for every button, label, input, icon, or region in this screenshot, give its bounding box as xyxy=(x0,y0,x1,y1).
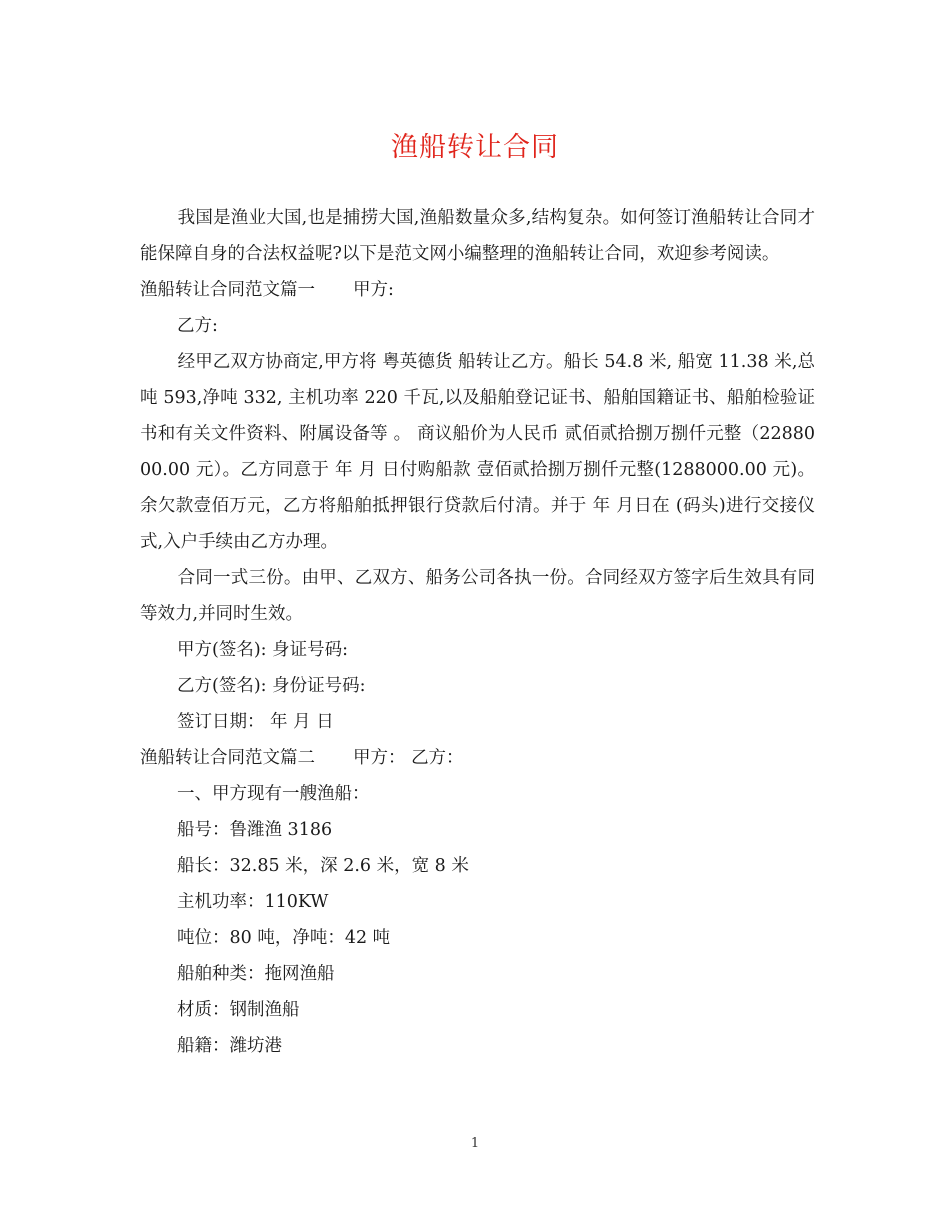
sample1-sign-date: 签订日期： 年 月 日 xyxy=(177,712,334,732)
sample1-clause1: 经甲乙双方协商定,甲方将 粤英德货 船转让乙方。船长 54.8 米, 船宽 11.38 米,总吨 593,净吨 332, 主机功率 220 千瓦,以及船舶登记证书、船舶国籍证书、船舶检验证书和有关文件资料、附属设备等 。 商议船价为人民币 贰佰贰拾捌万捌仟元整（2288000.00 元）。乙方同意于 年 月 日付购船款 壹佰贰拾捌万捌仟元整(1288000.00 元)。余欠款壹佰万元，乙方将船舶抵押银行贷款后付清。并于 年 月日在 (码头)进行交接仪式,入户手续由乙方办理。 xyxy=(140,352,815,552)
sample2-parties: 甲方： 乙方： xyxy=(353,748,464,768)
sample2-ship-dims: 船长：32.85 米，深 2.6 米，宽 8 米 xyxy=(177,856,469,876)
document-title: 渔船转让合同 xyxy=(391,132,559,163)
sample2-registry: 船籍：潍坊港 xyxy=(177,1036,282,1056)
sample1-party-b: 乙方: xyxy=(177,316,218,336)
sample2-ship-type: 船舶种类：拖网渔船 xyxy=(177,964,335,984)
sample2-ship-no: 船号：鲁潍渔 3186 xyxy=(177,820,333,840)
sample1-party-a: 甲方: xyxy=(353,280,394,300)
sample1-sign-b: 乙方(签名): 身份证号码: xyxy=(177,676,366,696)
sample2-material: 材质：钢制渔船 xyxy=(177,1000,300,1020)
sample1-heading: 渔船转让合同范文篇一 xyxy=(140,280,315,300)
sample2-engine: 主机功率：110KW xyxy=(177,892,329,912)
page-number: 1 xyxy=(470,1136,480,1151)
sample1-clause2: 合同一式三份。由甲、乙双方、船务公司各执一份。合同经双方签字后生效具有同等效力,并同时生效。 xyxy=(140,568,815,624)
sample1-heading-line xyxy=(140,272,815,308)
intro-paragraph: 我国是渔业大国,也是捕捞大国,渔船数量众多,结构复杂。如何签订渔船转让合同才能保障自身的合法权益呢?以下是范文网小编整理的渔船转让合同，欢迎参考阅读。 xyxy=(140,208,815,264)
sample2-heading: 渔船转让合同范文篇二 xyxy=(140,748,315,768)
sample2-heading-line xyxy=(140,740,815,776)
document-body xyxy=(140,200,815,1064)
sample1-sign-a: 甲方(签名): 身证号码: xyxy=(177,640,349,660)
sample2-tonnage: 吨位：80 吨，净吨：42 吨 xyxy=(177,928,391,948)
sample2-item-intro: 一、甲方现有一艘渔船： xyxy=(177,784,370,804)
